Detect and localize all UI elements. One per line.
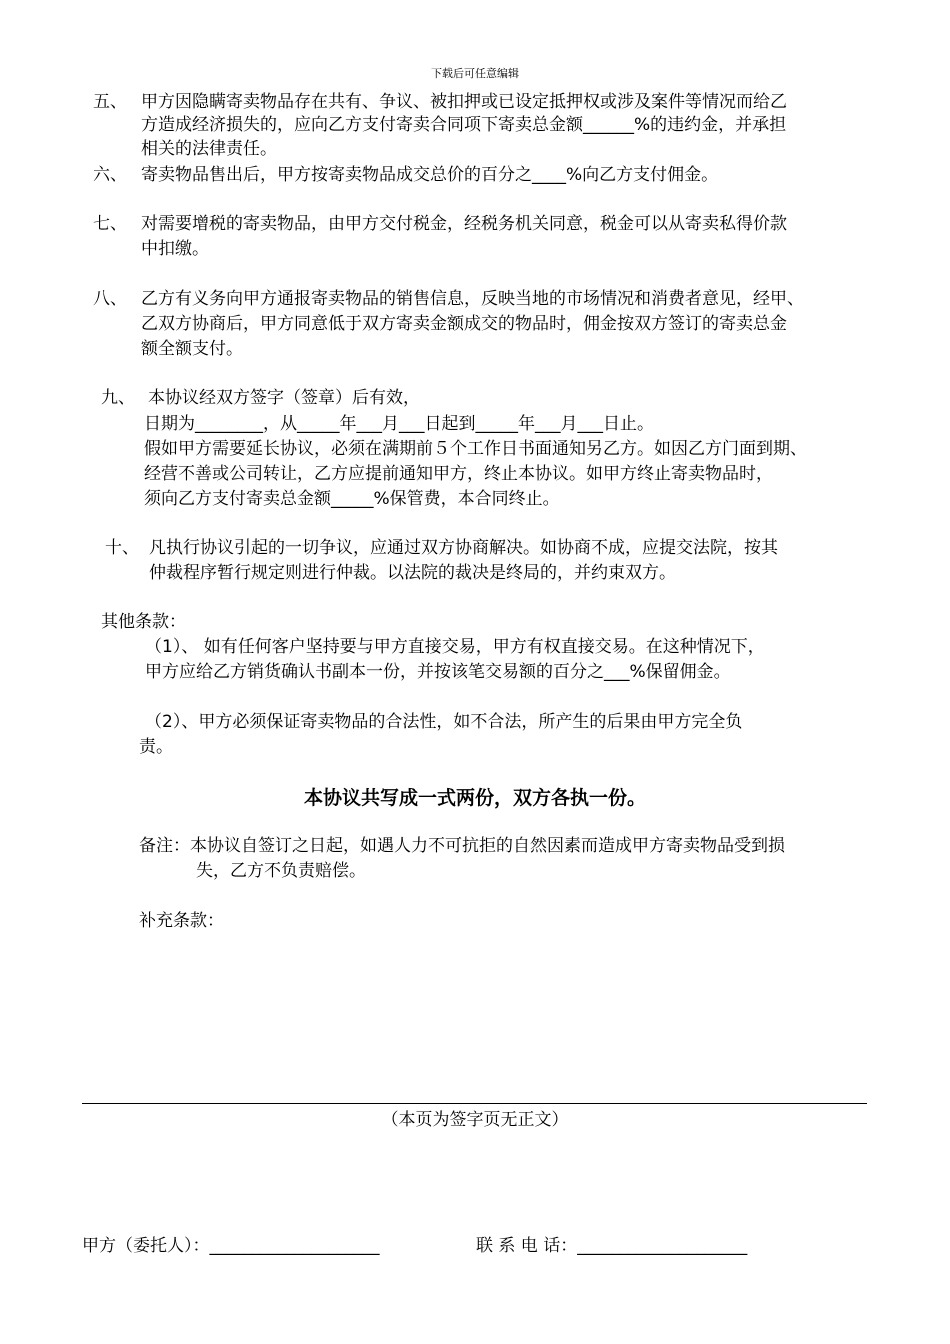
clause-8-line-2: 乙双方协商后，甲方同意低于双方寄卖金额成交的物品时，佣金按双方签订的寄卖总金 [141,314,787,334]
other-terms-heading: 其他条款： [101,612,186,632]
clause-6-number: 六、 [93,165,127,185]
clause-8-number: 八、 [93,289,127,309]
other-item-2-line-2: 责。 [139,737,173,757]
phone-field: 联 系 电 话：____________________ [476,1236,748,1256]
clause-7-number: 七、 [93,214,127,234]
note-line-1: 备注：本协议自签订之日起，如遇人力不可抗拒的自然因素而造成甲方寄卖物品受到损 [139,836,785,856]
clause-5-line-2: 方造成经济损失的，应向乙方支付寄卖合同项下寄卖总金额______%的违约金，并承担 [141,115,787,135]
clause-7-line-2: 中扣缴。 [141,239,209,259]
clause-5-line-1: 甲方因隐瞒寄卖物品存在共有、争议、被扣押或已设定抵押权或涉及案件等情况而给乙 [141,92,787,112]
agreement-copies-title: 本协议共写成一式两份，双方各执一份。 [303,787,646,809]
page-header: 下载后可任意编辑 [431,67,519,80]
clause-10-number: 十、 [105,538,139,558]
divider-line [82,1103,867,1104]
clause-10-line-2: 仲裁程序暂行规定则进行仲裁。以法院的裁决是终局的，并约束双方。 [149,563,676,583]
clause-9-line-2: 日期为________，从_____年___月___日起到_____年___月___日止。 [144,414,654,434]
other-item-1-line-1: （1）、 如有任何客户坚持要与甲方直接交易，甲方有权直接交易。在这种情况下， [145,637,765,657]
clause-5-line-3: 相关的法律责任。 [141,139,277,159]
clause-6-line-1: 寄卖物品售出后，甲方按寄卖物品成交总价的百分之____%向乙方支付佣金。 [141,165,719,185]
clause-9-line-3: 假如甲方需要延长协议，必须在满期前５个工作日书面通知另乙方。如因乙方门面到期、 [144,439,807,459]
clause-9-line-4: 经营不善或公司转让，乙方应提前通知甲方，终止本协议。如甲方终止寄卖物品时， [144,464,773,484]
clause-8-line-1: 乙方有义务向甲方通报寄卖物品的销售信息，反映当地的市场情况和消费者意见，经甲、 [141,289,804,309]
supplement-heading: 补充条款： [139,911,224,931]
note-line-2: 失，乙方不负责赔偿。 [196,861,366,881]
clause-7-line-1: 对需要增税的寄卖物品，由甲方交付税金，经税务机关同意，税金可以从寄卖私得价款 [141,214,787,234]
clause-5-number: 五、 [93,92,127,112]
clause-9-line-1: 本协议经双方签字（签章）后有效， [148,388,420,408]
clause-9-number: 九、 [101,388,135,408]
party-a-signature-field: 甲方（委托人）：____________________ [82,1236,380,1256]
other-item-1-line-2: 甲方应给乙方销货确认书副本一份，并按该笔交易额的百分之___%保留佣金。 [145,662,731,682]
other-item-2-line-1: （2）、甲方必须保证寄卖物品的合法性，如不合法，所产生的后果由甲方完全负 [145,712,743,732]
signature-page-note: （本页为签字页无正文） [381,1110,569,1130]
clause-8-line-3: 额全额支付。 [141,339,243,359]
clause-9-line-5: 须向乙方支付寄卖总金额_____%保管费，本合同终止。 [144,489,560,509]
clause-10-line-1: 凡执行协议引起的一切争议，应通过双方协商解决。如协商不成，应提交法院，按其 [149,538,778,558]
